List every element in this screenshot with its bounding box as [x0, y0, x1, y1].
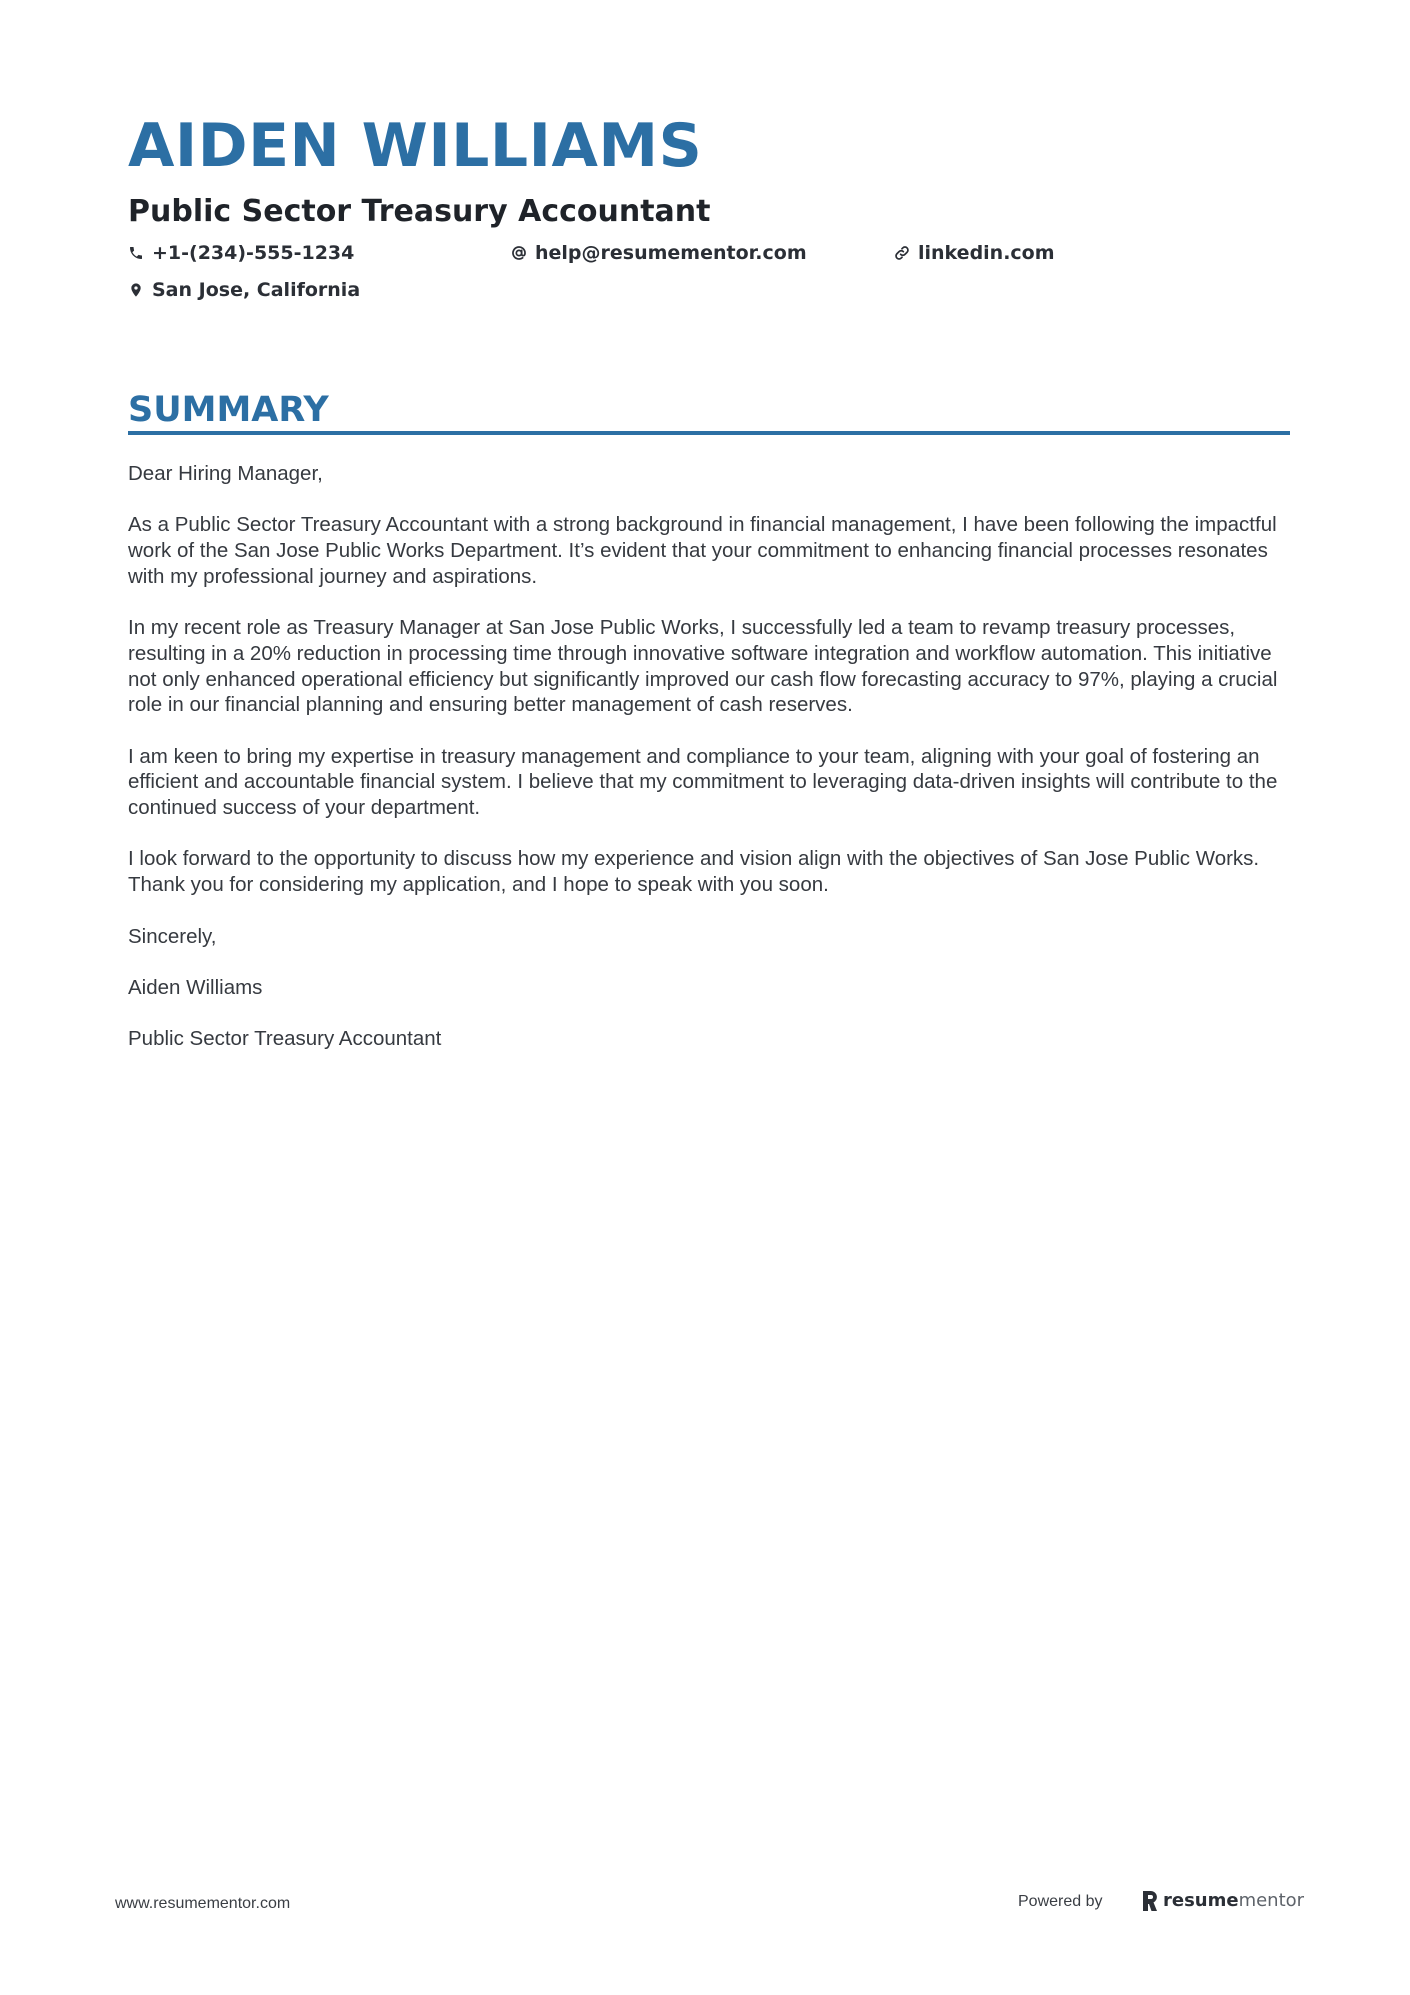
letter-signature-title: Public Sector Treasury Accountant: [128, 1027, 442, 1051]
link-icon: [894, 245, 910, 261]
letter-paragraph: I am keen to bring my expertise in treasury management and compliance to your team, aligning with your goal of fostering an efficient and accountable financial system. I believe that my commitment to leveraging data-driven insights will contribute to the continued success of your department.: [128, 744, 1278, 820]
letter-paragraph: As a Public Sector Treasury Accountant with a strong background in financial management, I have been following the impactful work of the San Jose Public Works Department. It’s evident that your commitment to enhancing financial processes resonates with my professional journey and aspirations.: [128, 513, 1277, 588]
cover-letter-body: [128, 461, 1290, 1078]
letter-closing: Sincerely,: [128, 924, 217, 948]
contact-email: [511, 240, 807, 266]
phone-text: +1-(234)-555-1234: [152, 242, 355, 264]
footer-powered-by: Powered by: [1018, 1893, 1103, 1910]
resumementor-logo-icon: [1141, 1890, 1159, 1912]
footer-brand-logo[interactable]: [1141, 1889, 1304, 1913]
link-text: linkedin.com: [918, 242, 1055, 264]
email-text: help@resumementor.com: [535, 242, 807, 264]
contact-location: [128, 277, 360, 303]
map-pin-icon: [128, 282, 144, 298]
brand-name-bold: resume: [1163, 1890, 1239, 1911]
contact-link: [894, 240, 1055, 266]
letter-paragraph: In my recent role as Treasury Manager at San Jose Public Works, I successfully led a team to revamp treasury processes, resulting in a 20% reduction in processing time through innovative software integration and workflow automation. This initiative not only enhanced operational efficiency but significantly improved our cash flow forecasting accuracy to 97%, playing a crucial role in our financial planning and ensuring better management of cash reserves.: [128, 616, 1278, 717]
brand-name-light: mentor: [1238, 1890, 1305, 1911]
at-icon: [511, 245, 527, 261]
letter-signature-name: Aiden Williams: [128, 975, 263, 999]
location-text: San Jose, California: [152, 279, 361, 301]
candidate-title: Public Sector Treasury Accountant: [128, 194, 711, 229]
contact-phone: [128, 240, 354, 266]
letter-salutation: Dear Hiring Manager,: [128, 462, 323, 485]
candidate-name: AIDEN WILLIAMS: [128, 111, 703, 181]
summary-heading: SUMMARY: [128, 390, 329, 430]
summary-divider: [128, 431, 1290, 435]
phone-icon: [128, 245, 144, 261]
footer-website-link[interactable]: www.resumementor.com: [115, 1895, 291, 1912]
letter-paragraph: I look forward to the opportunity to discuss how my experience and vision align with the objectives of San Jose Public Works. Thank you for considering my application, and I hope to speak with you soon.: [128, 847, 1260, 897]
